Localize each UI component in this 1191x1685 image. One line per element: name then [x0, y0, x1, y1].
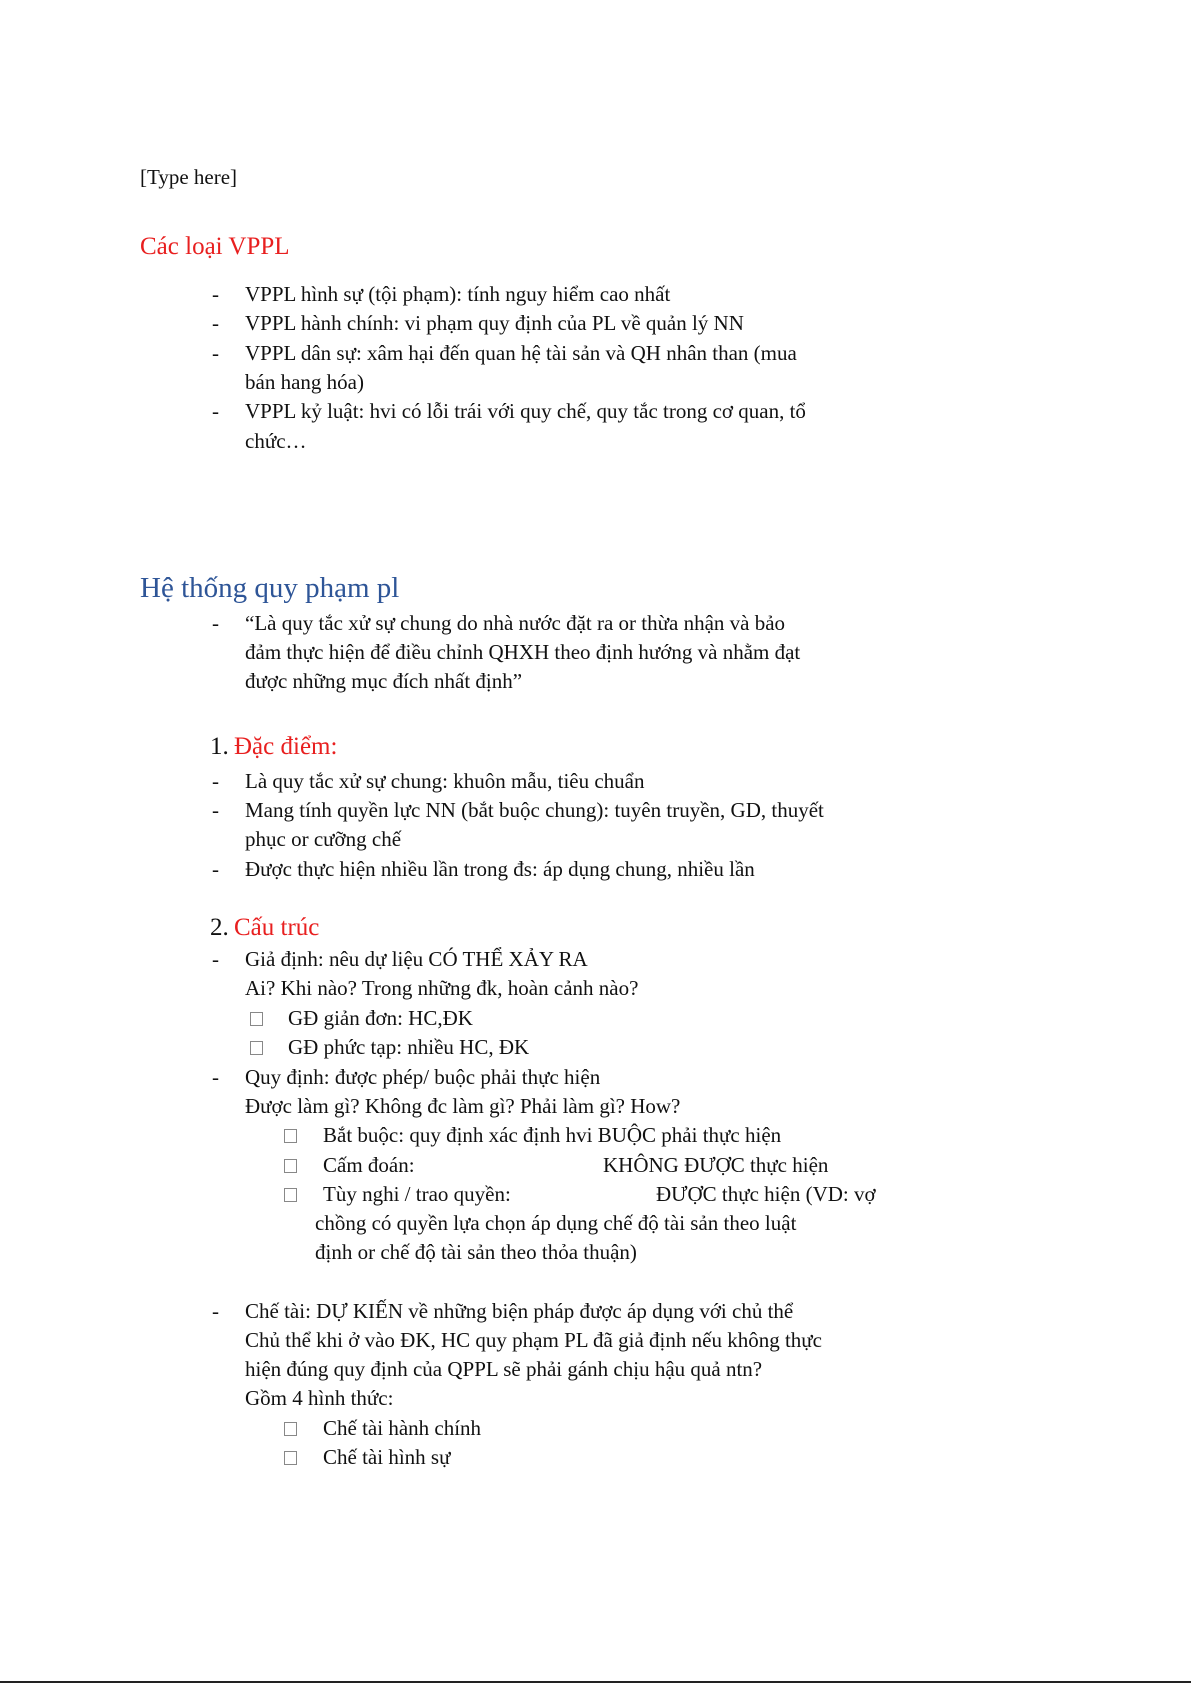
quy-dinh-label: Quy định: được phép/ buộc phải thực hiện [245, 1065, 601, 1089]
dash-bullet: - [212, 769, 219, 793]
dash-bullet: - [212, 1299, 219, 1323]
che-tai-line: Chủ thể khi ở vào ĐK, HC quy phạm PL đã giả định nếu không thực [245, 1328, 822, 1352]
definition-line: “Là quy tắc xử sự chung do nhà nước đặt ra or thừa nhận và bảo [245, 611, 786, 635]
page-bottom-divider [0, 1681, 1191, 1683]
checkbox-icon [284, 1180, 297, 1209]
section-title-vppl: Các loại VPPL [140, 233, 290, 260]
che-tai-bullet: Chế tài hành chính [323, 1416, 482, 1440]
list-item: VPPL dân sự: xâm hại đến quan hệ tài sản và QH nhân than (mua [245, 341, 797, 365]
checkbox-icon [284, 1443, 297, 1472]
subsection-number: 2. [210, 914, 229, 941]
gia-dinh-question: Ai? Khi nào? Trong những đk, hoàn cảnh nào? [245, 976, 639, 1000]
quy-dinh-bullet-cont: định or chế độ tài sản theo thỏa thuận) [315, 1240, 637, 1264]
gia-dinh-bullet: GĐ giản đơn: HC,ĐK [288, 1006, 473, 1030]
subsection-title-dac-diem: Đặc điểm: [234, 733, 338, 760]
dash-bullet: - [212, 341, 219, 365]
quy-dinh-bullet-value: ĐƯỢC thực hiện (VD: vợ [656, 1182, 876, 1206]
header-placeholder[interactable]: [Type here] [140, 165, 238, 189]
list-item-cont: bán hang hóa) [245, 370, 364, 394]
dash-bullet: - [212, 798, 219, 822]
list-item: Được thực hiện nhiều lần trong đs: áp dụng chung, nhiều lần [245, 857, 755, 881]
list-item: VPPL hành chính: vi phạm quy định của PL về quản lý NN [245, 311, 744, 335]
list-item: Mang tính quyền lực NN (bắt buộc chung): tuyên truyền, GD, thuyết [245, 798, 824, 822]
checkbox-icon [250, 1004, 263, 1033]
list-item: Là quy tắc xử sự chung: khuôn mẫu, tiêu chuẩn [245, 769, 645, 793]
dash-bullet: - [212, 282, 219, 306]
subsection-number: 1. [210, 733, 229, 760]
dash-bullet: - [212, 1065, 219, 1089]
gia-dinh-label: Giả định: nêu dự liệu CÓ THỂ XẢY RA [245, 947, 588, 971]
list-item: VPPL kỷ luật: hvi có lỗi trái với quy chế, quy tắc trong cơ quan, tổ [245, 399, 806, 423]
dash-bullet: - [212, 311, 219, 335]
list-item-cont: phục or cưỡng chế [245, 827, 402, 851]
dash-bullet: - [212, 399, 219, 423]
checkbox-icon [284, 1151, 297, 1180]
list-item-cont: chức… [245, 429, 307, 453]
definition-line: được những mục đích nhất định” [245, 669, 523, 693]
che-tai-line: hiện đúng quy định của QPPL sẽ phải gánh chịu hậu quả ntn? [245, 1357, 763, 1381]
definition-line: đảm thực hiện để điều chỉnh QHXH theo định hướng và nhằm đạt [245, 640, 801, 664]
dash-bullet: - [212, 611, 219, 635]
quy-dinh-bullet-value: KHÔNG ĐƯỢC thực hiện [603, 1153, 829, 1177]
subsection-title-cau-truc: Cấu trúc [234, 914, 320, 941]
che-tai-line: Gồm 4 hình thức: [245, 1386, 394, 1410]
section-title-he-thong: Hệ thống quy phạm pl [140, 572, 400, 604]
checkbox-icon [284, 1121, 297, 1150]
quy-dinh-bullet-label: Tùy nghi / trao quyền: [323, 1182, 511, 1206]
list-item: VPPL hình sự (tội phạm): tính nguy hiểm cao nhất [245, 282, 671, 306]
quy-dinh-question: Được làm gì? Không đc làm gì? Phải làm gì? How? [245, 1094, 681, 1118]
quy-dinh-bullet-label: Cấm đoán: [323, 1153, 415, 1177]
quy-dinh-bullet-cont: chồng có quyền lựa chọn áp dụng chế độ tài sản theo luật [315, 1211, 797, 1235]
gia-dinh-bullet: GĐ phức tạp: nhiều HC, ĐK [288, 1035, 530, 1059]
checkbox-icon [250, 1033, 263, 1062]
quy-dinh-bullet: Bắt buộc: quy định xác định hvi BUỘC phải thực hiện [323, 1123, 782, 1147]
che-tai-line: Chế tài: DỰ KIẾN về những biện pháp được áp dụng với chủ thể [245, 1299, 794, 1323]
dash-bullet: - [212, 947, 219, 971]
checkbox-icon [284, 1414, 297, 1443]
che-tai-bullet: Chế tài hình sự [323, 1445, 451, 1469]
dash-bullet: - [212, 857, 219, 881]
